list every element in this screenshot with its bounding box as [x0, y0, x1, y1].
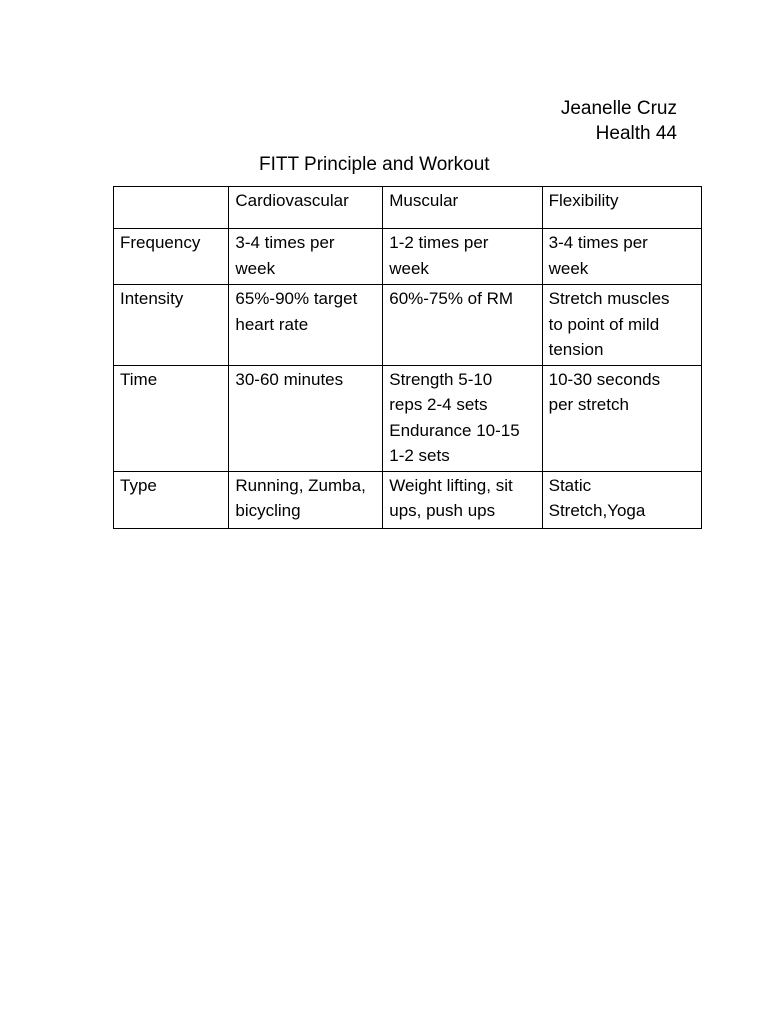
cell-line: tension [548, 340, 604, 359]
cell-line: ups, push ups [389, 501, 496, 520]
cell-line: reps 2-4 sets [389, 395, 488, 414]
author-name: Jeanelle Cruz [560, 98, 677, 119]
cell-line: to point of mild [548, 314, 660, 334]
cell-intensity-flexibility [542, 285, 701, 366]
cell-line: 1-2 times per [389, 233, 489, 252]
cell-type-flexibility [542, 471, 701, 528]
cell-line: Stretch,Yoga [548, 501, 646, 520]
cell-line: Stretch muscles [548, 289, 670, 308]
cell-line: week [389, 258, 429, 278]
cell-line: 30-60 minutes [235, 369, 344, 389]
cell-line: Weight lifting, sit [389, 475, 513, 495]
course-name: Health 44 [595, 123, 677, 144]
cell-line: 60%-75% of RM [389, 289, 514, 308]
cell-line: 1-2 sets [389, 446, 450, 465]
cell-line: 10-30 seconds [548, 369, 661, 389]
cell-line: per stretch [548, 395, 629, 414]
row-label-type: Type [114, 471, 229, 528]
row-label-frequency: Frequency [114, 229, 229, 285]
cell-type-cardio [229, 471, 383, 528]
cell-frequency-cardio [229, 229, 383, 285]
cell-line: 65%-90% target [235, 289, 358, 308]
cell-time-cardio [229, 365, 383, 471]
cell-line: heart rate [235, 314, 309, 334]
cell-line: week [235, 258, 276, 278]
cell-frequency-flexibility [542, 229, 701, 285]
table-row-time [114, 365, 702, 471]
cell-intensity-muscular [383, 285, 542, 366]
author-block [561, 96, 677, 146]
table-row-frequency [114, 229, 702, 285]
cell-line: bicycling [235, 501, 301, 520]
cell-line: week [548, 258, 589, 278]
cell-line: 3-4 times per [235, 233, 335, 252]
fitt-table [113, 186, 702, 529]
cell-intensity-cardio [229, 285, 383, 366]
table-row-intensity [114, 285, 702, 366]
header-cell-empty [114, 187, 229, 229]
document-title: FITT Principle and Workout [259, 154, 490, 175]
cell-line: Strength 5-10 [389, 369, 493, 389]
row-label-intensity: Intensity [114, 285, 229, 366]
cell-line: Endurance 10-15 [389, 420, 520, 440]
header-cell-flexibility: Flexibility [542, 187, 701, 229]
table-header-row [114, 187, 702, 229]
cell-time-muscular [383, 365, 542, 471]
cell-time-flexibility [542, 365, 701, 471]
header-cell-cardiovascular: Cardiovascular [229, 187, 383, 229]
cell-line: 3-4 times per [548, 233, 648, 252]
cell-frequency-muscular [383, 229, 542, 285]
cell-line: Static [548, 475, 592, 495]
cell-line: Running, Zumba, [235, 475, 366, 495]
cell-type-muscular [383, 471, 542, 528]
table-row-type [114, 471, 702, 528]
row-label-time: Time [114, 365, 229, 471]
header-cell-muscular: Muscular [383, 187, 542, 229]
